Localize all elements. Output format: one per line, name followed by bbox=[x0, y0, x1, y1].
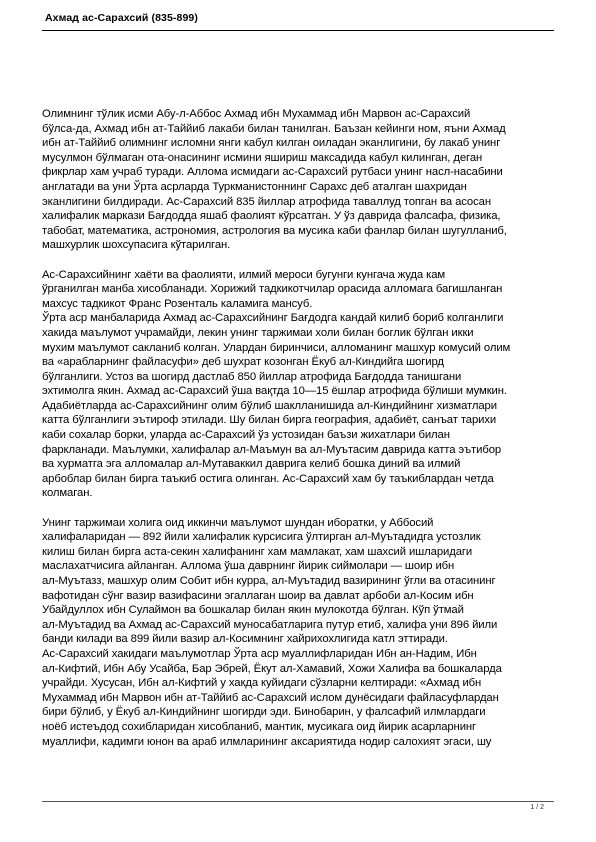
text-line: ал-Муътадид ва Ахмад ас-Сарахсий муносабатларига путур етиб, халифа уни 896 йили bbox=[42, 618, 498, 631]
text-line: ноёб истеъдод сохибларидан хисобланиб, мантик, мусикага оид йирик асарларнинг bbox=[42, 720, 477, 733]
text-line: халифаларидан — 892 йили халифалик курсисига ўлтирган ал-Муътадидга устозлик bbox=[42, 531, 481, 544]
text-line: вафотидан сўнг вазир вазифасини эгаллаган шоир ва давлат арбоби ал-Косим ибн bbox=[42, 589, 474, 602]
text-line: халифалик маркази Бағдодда яшаб фаолият кўрсатган. У ўз даврида фалсафа, физика, bbox=[42, 210, 501, 223]
text-line: килиш билан бирга аста-секин халифанинг хам мамлакат, хам шахсий ишларидаги bbox=[42, 545, 473, 558]
document-title: Ахмад ас-Сарахсий (835-899) bbox=[45, 12, 198, 24]
text-line: Мухаммад ибн Марвон ибн ат-Таййиб ас-Сарахсий ислом дунёсидаги файласуфлардан bbox=[42, 691, 499, 704]
text-line: мухим маълумот сакланиб колган. Улардан биринчиси, алломанинг машхур комусий олим bbox=[42, 341, 511, 354]
text-line: ибн ат-Таййиб олимнинг исломни янги кабул килган оиладан эканлигини, бу лакаб унинг bbox=[42, 137, 501, 150]
paragraph-gap bbox=[42, 253, 557, 268]
text-line: катта бўлганлиги эътироф этилади. Шу билан бирга география, адабиёт, санъат тарихи bbox=[42, 414, 497, 427]
text-line: ал-Муътазз, машхур олим Собит ибн курра, ал-Муътадид вазирининг ўгли ва отасининг bbox=[42, 575, 496, 587]
text-line: машхурлик шохсупасига кўтарилган. bbox=[42, 239, 231, 252]
text-line: Адабиётларда ас-Сарахсийнинг олим бўлиб шаклланишида ал-Киндийнинг хизматлари bbox=[42, 399, 497, 412]
text-line: бўлганлиги. Устоз ва шогирд дастлаб 850 йиллар атрофида Бағдодда танишгани bbox=[42, 370, 462, 383]
text-line: каби сохалар борки, уларда ас-Сарахсий ўз устозидан баъзи жихатлари билан bbox=[42, 429, 450, 442]
text-line: Унинг таржимаи холига оид иккинчи маълумот шундан иборатки, у Аббосий bbox=[42, 516, 434, 529]
footer-divider bbox=[42, 801, 554, 802]
text-line: ўрганилган манба хисобланади. Хорижий тадкикотчилар орасида алломага багишланган bbox=[42, 283, 503, 296]
text-line: хакида маълумот учрамайди, лекин унинг таржимаи холи билан боглик бўлган икки bbox=[42, 326, 474, 339]
text-line: арбоблар билан бирга таъкиб остига олинган. Ас-Сарахсий хам бу таъкиблардан четда bbox=[42, 472, 494, 485]
text-line: мусулмон бўлмаган ота-онасининг исмини яшириш максадида кабул килинган, деган bbox=[42, 151, 483, 164]
text-line: эканлигини билдиради. Ас-Сарахсий 835 йиллар атрофида таваллуд топган ва асосан bbox=[42, 195, 491, 208]
text-line: банди килади ва 899 йили вазир ал-Косимнинг хайрихохлигида катл эттиради. bbox=[42, 633, 448, 646]
text-line: Ас-Сарахсийнинг хаёти ва фаолияти, илмий мероси бугунги кунгача жуда кам bbox=[42, 268, 446, 281]
text-line: Олимнинг тўлик исми Абу-л-Аббос Ахмад ибн Мухаммад ибн Марвон ас-Сарахсий bbox=[42, 108, 471, 120]
text-line: маслахатчисига айланган. Алломa ўша даврнинг йирик сиймолари — шоир ибн bbox=[42, 560, 455, 573]
paragraph bbox=[42, 516, 557, 750]
text-line: ва хурматга эга алломалар ал-Мутаваккил даврига келиб бошка диний ва илмий bbox=[42, 458, 461, 471]
text-line: табобат, математика, астрономия, астрология ва мусика каби фанлар билан шугулланиб, bbox=[42, 224, 507, 237]
text-line: бири бўлиб, у Ёкуб ал-Киндийнинг шогирди эди. Бинобарин, у фалсафий илмлардаги bbox=[42, 706, 486, 719]
text-line: эхтимолга якин. Ахмад ас-Сарахсий ўша вақтда 10—15 ёшлар атрофида бўлиши мумкин. bbox=[42, 385, 507, 398]
text-line: фаркланади. Маълумки, халифалар ал-Маъмун ва ал-Муътасим даврида катта эътибор bbox=[42, 443, 502, 456]
text-line: Ас-Сарахсий хакидаги маълумотлар Ўрта аср муаллифларидан Ибн ан-Надим, Ибн bbox=[42, 647, 477, 660]
text-line: муаллифи, кадимги юнон ва араб илмларининг аксариятида нодир салохият эгаси, шу bbox=[42, 735, 492, 748]
paragraph bbox=[42, 107, 557, 253]
text-line: ва «арабларнинг файласуфи» деб шухрат козонган Ёкуб ал-Киндийга шогирд bbox=[42, 356, 444, 369]
text-line: колмаган. bbox=[42, 487, 93, 500]
text-line: учрайди. Хусусан, Ибн ал-Кифтий у хакда куйидаги сўзларни келтиради: «Ахмад ибн bbox=[42, 677, 482, 690]
text-line: бўлса-да, Ахмад ибн ат-Таййиб лакаби билан танилган. Баъзан кейинги ном, яъни Ахмад bbox=[42, 122, 506, 135]
text-line: фикрлар хам учраб туради. Алломa исмидаги ас-Сарахсий рутбаси унинг насл-насабини bbox=[42, 166, 503, 179]
text-line: Ўрта аср манбаларида Ахмад ас-Сарахсийнинг Бағдодга кандай килиб бориб колганлиги bbox=[42, 312, 504, 325]
text-line: англатади ва уни Ўрта асрларда Туркманистоннинг Сарахс деб аталган шахридан bbox=[42, 180, 467, 193]
page-number: 1 / 2 bbox=[530, 804, 544, 811]
paragraph-gap bbox=[42, 501, 557, 516]
text-line: ал-Кифтий, Ибн Абу Усайба, Бар Эбрей, Ёкут ал-Хамавий, Хожи Халифа ва бошкаларда bbox=[42, 662, 502, 675]
text-line: махсус тадкикот Франс Розенталь каламига мансуб. bbox=[42, 297, 313, 310]
paragraph bbox=[42, 268, 557, 502]
text-line: Убайдуллох ибн Сулаймон ва бошкалар билан якин мулокотда бўлган. Кўп ўтмай bbox=[42, 604, 464, 617]
header-divider bbox=[42, 30, 554, 31]
article-body bbox=[42, 107, 557, 749]
